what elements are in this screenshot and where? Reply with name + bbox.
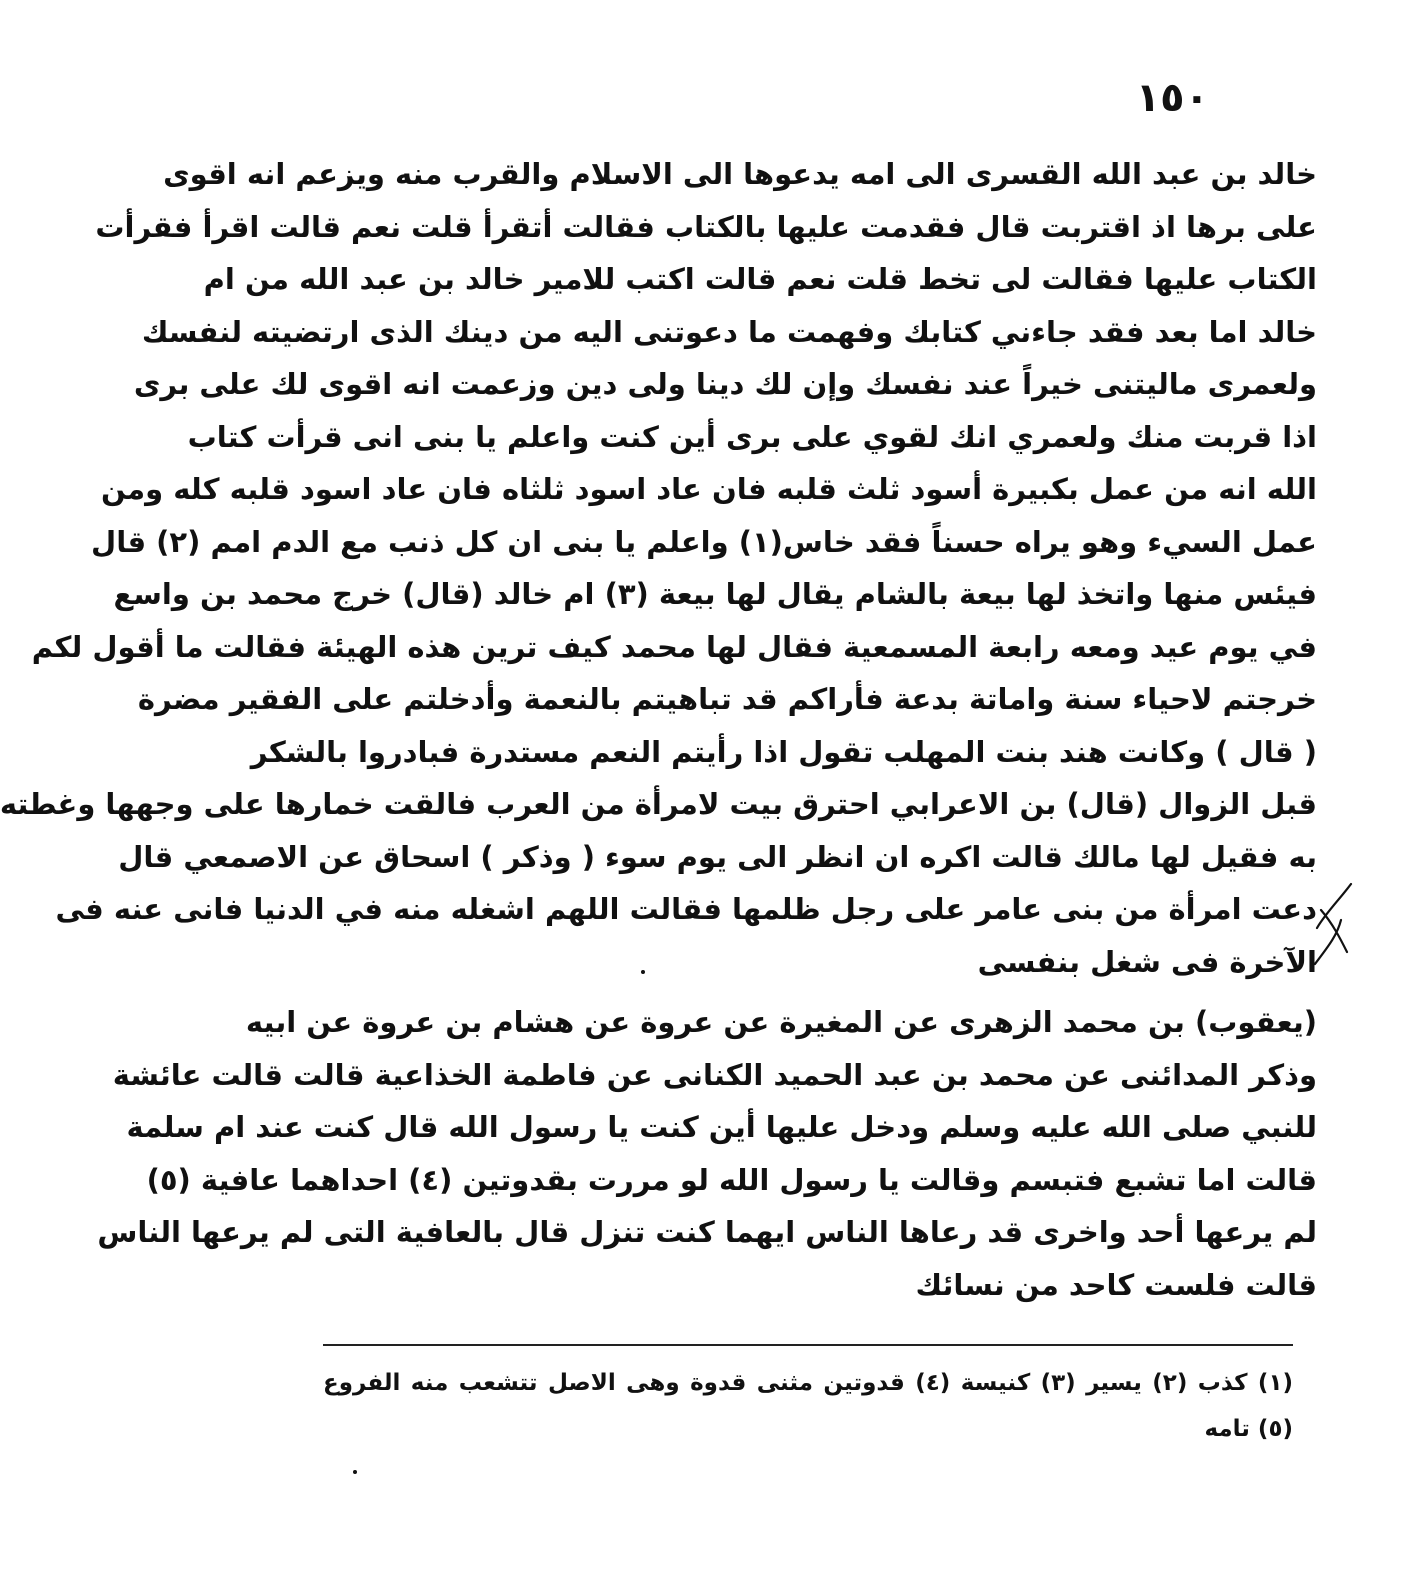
page-number: ١٥٠ (1135, 75, 1209, 121)
footnotes (323, 1360, 1293, 1452)
text-line: عمل السيء وهو يراه حسناً فقد خاس(١) واعلم يا بنى ان كل ذنب مع الدم امم (٢) قال (91, 524, 1317, 559)
ink-speck (353, 1470, 357, 1474)
text-line: وذكر المدائنى عن محمد بن عبد الحميد الكنانى عن فاطمة الخذاعية قالت قالت عائشة (112, 1057, 1317, 1092)
text-line: قالت اما تشبع فتبسم وقالت يا رسول الله لو مررت بقدوتين (٤) احداهما عافية (٥) (146, 1162, 1317, 1197)
text-line: فيئس منها واتخذ لها بيعة بالشام يقال لها بيعة (٣) ام خالد (قال) خرج محمد بن واسع (113, 577, 1317, 611)
margin-annotation-mark (1311, 880, 1357, 970)
text-line: خرجتم لاحياء سنة واماتة بدعة فأراكم قد تباهيتم بالنعمة وأدخلتم على الفقير مضرة (137, 682, 1317, 716)
text-line: الآخرة فى شغل بنفسى (977, 944, 1317, 979)
text-line: الكتاب عليها فقالت لى تخط قلت نعم قالت اكتب للامير خالد بن عبد الله من ام (203, 262, 1317, 296)
text-line: على برها اذ اقتربت قال فقدمت عليها بالكتاب فقالت أتقرأ قلت نعم قالت اقرأ فقرأت (95, 209, 1317, 244)
text-line: لم يرعها أحد واخرى قد رعاها الناس ايهما كنت تنزل قال بالعافية التى لم يرعها الناس (97, 1215, 1317, 1249)
paragraph-gap (301, 988, 1317, 996)
text-line: (يعقوب) بن محمد الزهرى عن المغيرة عن عروة عن هشام بن عروة عن ابيه (245, 1005, 1317, 1039)
text-line: خالد بن عبد الله القسرى الى امه يدعوها الى الاسلام والقرب منه ويزعم انه اقوى (163, 157, 1317, 191)
text-line: قالت فلست كاحد من نسائك (915, 1267, 1317, 1302)
text-line: به فقيل لها مالك قالت اكره ان انظر الى يوم سوء ( وذكر ) اسحاق عن الاصمعي قال (118, 839, 1317, 874)
footnote-line: (٥) تامه (1204, 1416, 1293, 1442)
ink-speck (641, 970, 645, 974)
body-text (0, 148, 1317, 1311)
text-line: ولعمرى ماليتنى خيراً عند نفسك وإن لك دينا ولى دين وزعمت انه اقوى لك على برى (133, 367, 1317, 401)
text-line: اذا قربت منك ولعمري انك لقوي على برى أين كنت واعلم يا بنى انى قرأت كتاب (187, 419, 1317, 454)
text-line: ( قال ) وكانت هند بنت المهلب تقول اذا رأيتم النعم مستدرة فبادروا بالشكر (250, 734, 1317, 769)
paragraph-3 (97, 996, 1317, 1311)
footnote-line: (١) كذب (٢) يسير (٣) كنيسة (٤) قدوتين مثنى قدوة وهى الاصل تتشعب منه الفروع (323, 1370, 1294, 1396)
paragraph-1 (31, 148, 1317, 726)
text-line: قبل الزوال (قال) بن الاعرابي احترق بيت لامرأة من العرب فالقت خمارها على وجهها وغطته (0, 787, 1317, 821)
text-line: الله انه من عمل بكبيرة أسود ثلث قلبه فان عاد اسود ثلثاه فان عاد اسود قلبه كله ومن (101, 472, 1317, 506)
text-line: خالد اما بعد فقد جاءني كتابك وفهمت ما دعوتنى اليه من دينك الذى ارتضيته لنفسك (141, 314, 1317, 349)
text-line: للنبي صلى الله عليه وسلم ودخل عليها أين كنت يا رسول الله قال كنت عند ام سلمة (126, 1110, 1317, 1144)
text-line: في يوم عيد ومعه رابعة المسمعية فقال لها محمد كيف ترين هذه الهيئة فقالت ما أقول لكم (31, 629, 1317, 664)
paragraph-2 (0, 726, 1317, 989)
footnote-rule (323, 1344, 1293, 1346)
text-line: دعت امرأة من بنى عامر على رجل ظلمها فقالت اللهم اشغله منه في الدنيا فانى عنه فى (55, 892, 1317, 926)
